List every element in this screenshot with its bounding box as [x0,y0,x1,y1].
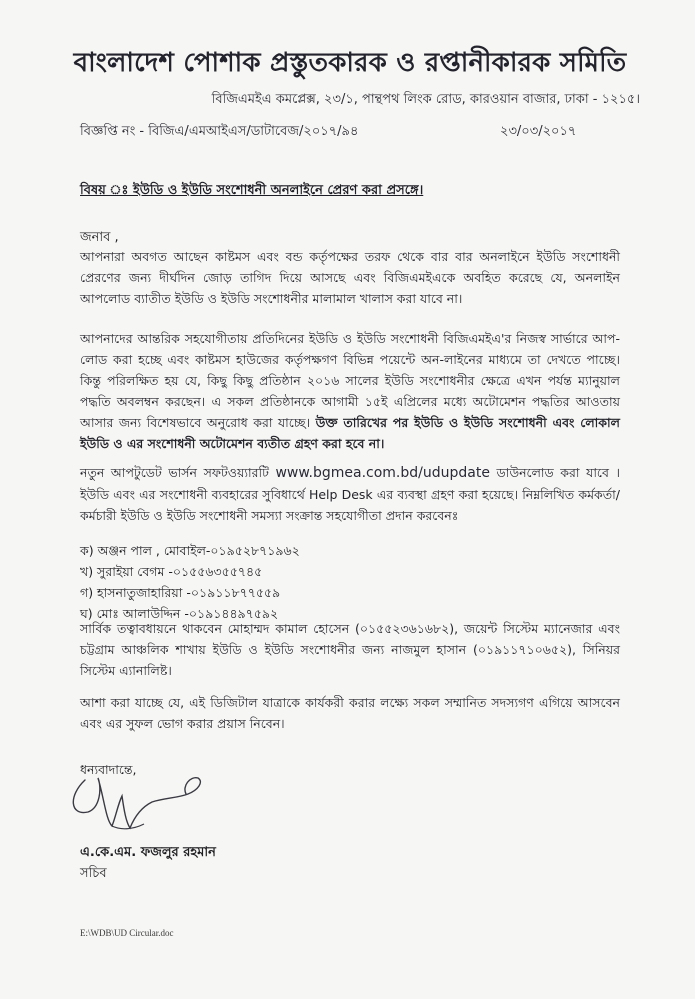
document-file-path: E:\WDB\UD Circular.doc [80,928,174,938]
paragraph-3-text-after: ডাউনলোড করা যাবে । ইউডি এবং এর সংশোধনী ব্যবহারের সুবিধার্থে Help Desk এর ব্যবস্থা গ্রহণ করা হয়েছে। নিম্নলিখিত কর্মকর্তা/কর্মচারী ইউডি ও ইউডি সংশোধনী সমস্যা সংক্রান্ত সহযোগীতা প্রদান করবেনঃ [80,465,620,523]
organization-address: বিজিএমইএ কমপ্লেক্স, ২৩/১, পান্থপথ লিংক রোড, কারওয়ান বাজার, ঢাকা - ১২১৫। [211,92,640,107]
contact-item: খ) সুরাইয়া বেগম -০১৫৫৬৩৫৫৭৪৫ [80,564,263,579]
organization-title: বাংলাদেশ পোশাক প্রস্তুতকারক ও রপ্তানীকারক সমিতি [73,48,627,78]
paragraph-3-text-before: নতুন আপটুডেট ভার্সন সফটওয়্যারটি [80,465,269,480]
paragraph-5: আশা করা যাচ্ছে যে, এই ডিজিটাল যাত্রাকে কার্যকরী করার লক্ষ্যে সকল সম্মানিত সদস্যগণ এগিয়ে আসবেন এবং এর সুফল ভোগ করার প্রয়াস নিবেন। [80,695,620,731]
software-download-link: www.bgmea.com.bd/udupdate [275,465,490,481]
help-desk-contact-list [80,540,300,624]
paragraph-2 [80,328,620,454]
circular-date: ২৩/০৩/২০১৭ [500,124,577,139]
circular-reference-number: বিজ্ঞপ্তি নং - বিজিএ/এমআইএস/ডাটাবেজ/২০১৭/৯৪ [80,124,359,139]
closing-remark: ধন্যবাদান্তে, [80,762,137,777]
salutation: জনাব , [80,230,119,245]
contact-item: গ) হাসনাতুজাহারিয়া -০১৯১১৮৭৭৫৫৯ [80,585,281,600]
signer-name: এ.কে.এম. ফজলুর রহমান [80,845,216,860]
paragraph-1: আপনারা অবগত আছেন কাষ্টমস এবং বন্ড কর্তৃপক্ষের তরফ থেকে বার বার অনলাইনে ইউডি সংশোধনী প্রেরণের জন্য দীর্ঘদিন জোড় তাগিদ দিয়ে আসছে এবং বিজিএমইএকে অবহিত করেছে যে, অনলাইন আপলোড ব্যাতীত ইউডি ও ইউডি সংশোধনীর মালামাল খালাস করা যাবে না। [80,249,620,306]
contact-item: ক) অঞ্জন পাল , মোবাইল-০১৯৫২৮৭১৯৬২ [80,543,300,558]
contact-item: ঘ) মোঃ আলাউদ্দিন -০১৯১৪৪৯৭৫৯২ [80,606,279,621]
handwritten-signature [60,768,230,838]
signer-title: সচিব [80,866,107,881]
paragraph-2-emphasis: উক্ত তারিখের পর ইউডি ও ইউডি সংশোধনী এবং লোকাল ইউডি ও এর সংশোধনী অটোমেশন ব্যতীত গ্রহণ করা হবে না। [80,415,620,451]
paragraph-3 [80,462,620,526]
paragraph-4: সার্বিক তত্বাবধায়নে থাকবেন মোহাম্মদ কামাল হোসেন (০১৫৫২৩৬১৬৮২), জয়েন্ট সিস্টেম ম্যানেজার এবং চট্টগ্রাম আঞ্চলিক শাখায় ইউডি ও ইউডি সংশোধনীর জন্য নাজমুল হাসান (০১৯১১৭১০৬৫২), সিনিয়র সিস্টেম এ্যানালিষ্ট। [80,621,620,678]
subject-line: বিষয় ঃ ইউডি ও ইউডি সংশোধনী অনলাইনে প্রেরণ করা প্রসঙ্গে। [80,183,424,198]
paragraph-2-text: আপনাদের আন্তরিক সহযোগীতায় প্রতিদিনের ইউডি ও ইউডি সংশোধনী বিজিএমইএ'র নিজস্ব সার্ভারে আপ-লোড করা হচ্ছে এবং কাষ্টমস হাউজের কর্তৃপক্ষগণ বিভিন্ন পয়েন্টে অন-লাইনের মাধ্যমে তা দেখতে পাচ্ছে। কিন্তু পরিলক্ষিত হয় যে, কিছু কিছু প্রতিষ্ঠান ২০১৬ সালের ইউডি সংশোধনীর ক্ষেত্রে এখন পর্যন্ত ম্যানুয়াল পদ্ধতি অবলম্বন করছেন। এ সকল প্রতিষ্ঠানকে আগামী ১৫ই এপ্রিলের মধ্যে অটোমেশন পদ্ধতির আওতায় আসার জন্য বিশেষভাবে অনুরোধ করা যাচ্ছে। [80,331,620,430]
